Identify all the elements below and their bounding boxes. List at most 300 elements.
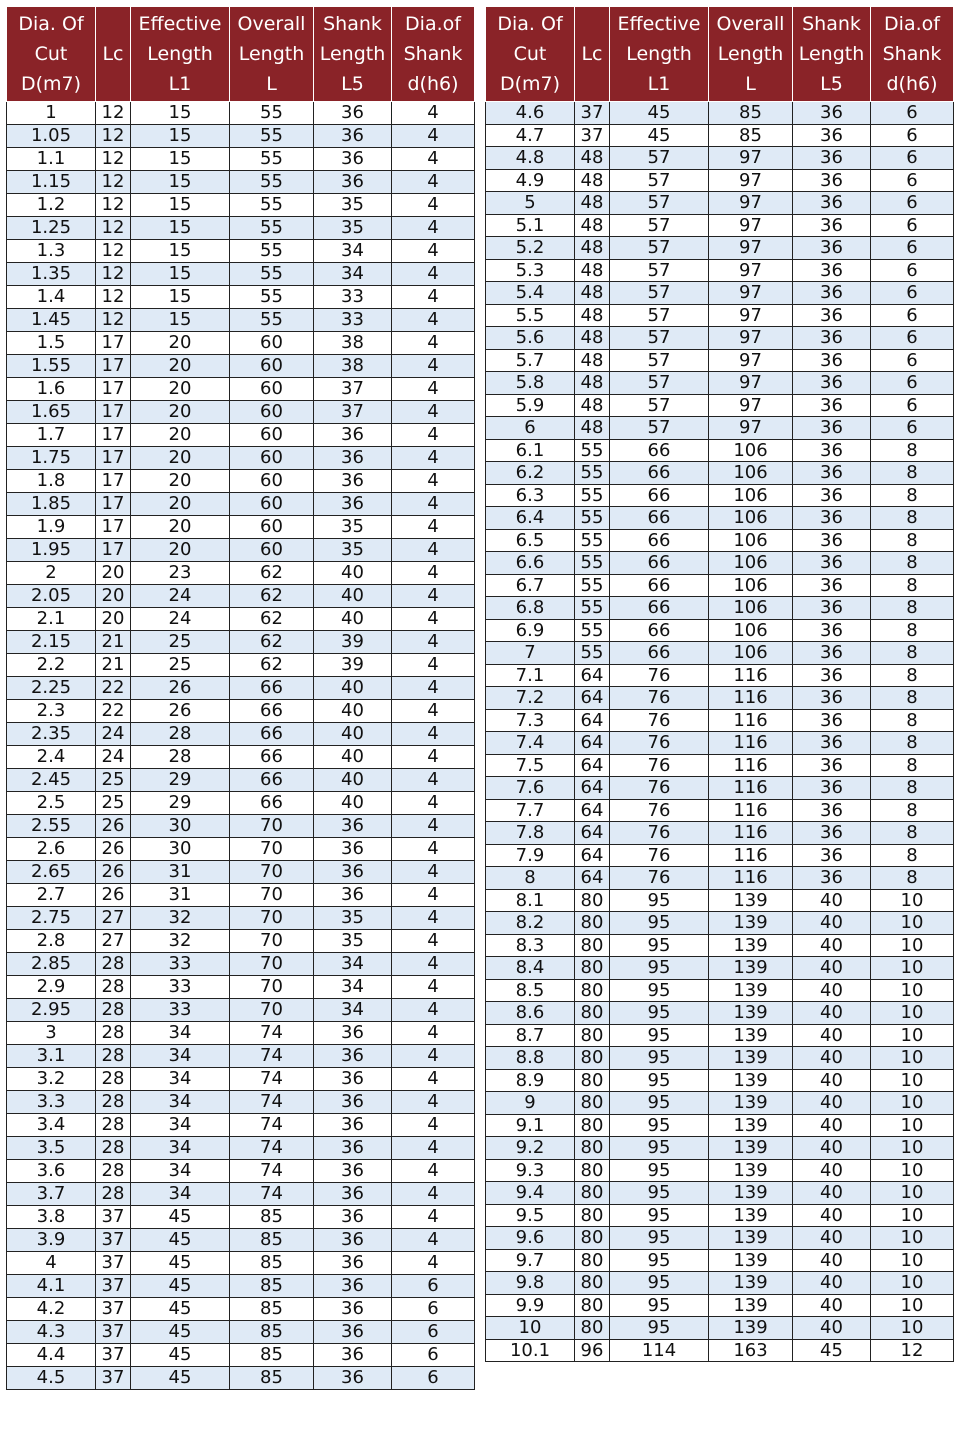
cell-dia-of-shank: 4 — [392, 470, 475, 493]
cell-effective-length: 95 — [610, 1114, 709, 1137]
cell-dia-of-cut: 5.7 — [486, 349, 575, 372]
cell-shank-length: 37 — [314, 401, 392, 424]
cell-effective-length: 76 — [610, 709, 709, 732]
cell-dia-of-shank: 4 — [392, 1091, 475, 1114]
cell-lc: 80 — [575, 1249, 610, 1272]
cell-overall-length: 66 — [230, 677, 314, 700]
table-row — [486, 1047, 954, 1070]
cell-effective-length: 45 — [131, 1252, 230, 1275]
cell-effective-length: 28 — [131, 746, 230, 769]
cell-dia-of-cut: 9.3 — [486, 1159, 575, 1182]
cell-lc: 64 — [575, 664, 610, 687]
cell-dia-of-cut: 6.9 — [486, 619, 575, 642]
table-row — [486, 439, 954, 462]
table-row — [7, 562, 475, 585]
cell-shank-length: 36 — [793, 484, 871, 507]
cell-lc: 80 — [575, 1159, 610, 1182]
cell-dia-of-cut: 8.2 — [486, 912, 575, 935]
cell-dia-of-shank: 8 — [871, 462, 954, 485]
cell-dia-of-shank: 4 — [392, 539, 475, 562]
cell-shank-length: 40 — [793, 1024, 871, 1047]
cell-lc: 64 — [575, 709, 610, 732]
cell-overall-length: 97 — [709, 147, 793, 170]
table-row — [486, 1159, 954, 1182]
cell-effective-length: 20 — [131, 332, 230, 355]
cell-shank-length: 39 — [314, 631, 392, 654]
cell-dia-of-cut: 7.6 — [486, 777, 575, 800]
cell-dia-of-cut: 1.45 — [7, 309, 96, 332]
cell-dia-of-shank: 4 — [392, 1022, 475, 1045]
cell-lc: 48 — [575, 147, 610, 170]
table-row — [486, 1002, 954, 1025]
cell-overall-length: 60 — [230, 355, 314, 378]
cell-overall-length: 116 — [709, 754, 793, 777]
cell-effective-length: 33 — [131, 999, 230, 1022]
cell-dia-of-shank: 4 — [392, 631, 475, 654]
cell-effective-length: 34 — [131, 1183, 230, 1206]
cell-lc: 12 — [96, 217, 131, 240]
cell-dia-of-cut: 3.6 — [7, 1160, 96, 1183]
cell-dia-of-shank: 6 — [871, 417, 954, 440]
cell-overall-length: 85 — [230, 1275, 314, 1298]
cell-lc: 64 — [575, 844, 610, 867]
cell-dia-of-shank: 6 — [871, 394, 954, 417]
table-row — [486, 169, 954, 192]
cell-shank-length: 36 — [314, 1045, 392, 1068]
cell-dia-of-shank: 10 — [871, 1272, 954, 1295]
cell-overall-length: 139 — [709, 979, 793, 1002]
cell-overall-length: 116 — [709, 822, 793, 845]
cell-dia-of-shank: 8 — [871, 507, 954, 530]
cell-dia-of-shank: 4 — [392, 401, 475, 424]
cell-overall-length: 116 — [709, 844, 793, 867]
cell-lc: 64 — [575, 822, 610, 845]
cell-lc: 12 — [96, 286, 131, 309]
cell-dia-of-cut: 6.7 — [486, 574, 575, 597]
cell-shank-length: 36 — [793, 462, 871, 485]
cell-lc: 80 — [575, 1114, 610, 1137]
cell-lc: 80 — [575, 1317, 610, 1340]
table-row — [7, 539, 475, 562]
cell-overall-length: 74 — [230, 1114, 314, 1137]
cell-overall-length: 70 — [230, 884, 314, 907]
cell-dia-of-cut: 8.9 — [486, 1069, 575, 1092]
cell-dia-of-shank: 4 — [392, 723, 475, 746]
cell-overall-length: 70 — [230, 953, 314, 976]
cell-effective-length: 95 — [610, 1002, 709, 1025]
cell-effective-length: 34 — [131, 1068, 230, 1091]
cell-shank-length: 36 — [793, 439, 871, 462]
cell-shank-length: 36 — [314, 815, 392, 838]
cell-effective-length: 20 — [131, 493, 230, 516]
table-row — [486, 1182, 954, 1205]
table-row — [7, 148, 475, 171]
cell-dia-of-shank: 10 — [871, 1159, 954, 1182]
cell-overall-length: 106 — [709, 597, 793, 620]
cell-overall-length: 66 — [230, 792, 314, 815]
table-row — [486, 102, 954, 125]
cell-lc: 17 — [96, 516, 131, 539]
cell-shank-length: 36 — [314, 470, 392, 493]
cell-dia-of-shank: 4 — [392, 884, 475, 907]
cell-shank-length: 40 — [793, 1294, 871, 1317]
table-row — [7, 516, 475, 539]
cell-dia-of-shank: 8 — [871, 687, 954, 710]
table-row — [486, 844, 954, 867]
cell-overall-length: 139 — [709, 1294, 793, 1317]
cell-effective-length: 29 — [131, 769, 230, 792]
cell-lc: 28 — [96, 1114, 131, 1137]
cell-lc: 20 — [96, 585, 131, 608]
cell-shank-length: 36 — [314, 102, 392, 125]
cell-effective-length: 66 — [610, 462, 709, 485]
cell-effective-length: 45 — [131, 1229, 230, 1252]
table-row — [7, 286, 475, 309]
cell-overall-length: 139 — [709, 1069, 793, 1092]
cell-dia-of-cut: 2.55 — [7, 815, 96, 838]
cell-effective-length: 95 — [610, 1137, 709, 1160]
cell-shank-length: 40 — [793, 1249, 871, 1272]
cell-dia-of-shank: 10 — [871, 1137, 954, 1160]
cell-dia-of-shank: 8 — [871, 619, 954, 642]
cell-lc: 64 — [575, 777, 610, 800]
cell-lc: 24 — [96, 723, 131, 746]
cell-overall-length: 97 — [709, 327, 793, 350]
cell-shank-length: 40 — [793, 1137, 871, 1160]
cell-effective-length: 95 — [610, 1069, 709, 1092]
cell-dia-of-shank: 4 — [392, 148, 475, 171]
cell-lc: 80 — [575, 1047, 610, 1070]
cell-lc: 80 — [575, 979, 610, 1002]
table-row — [7, 999, 475, 1022]
cell-dia-of-shank: 10 — [871, 957, 954, 980]
cell-dia-of-shank: 6 — [392, 1367, 475, 1390]
cell-effective-length: 15 — [131, 171, 230, 194]
cell-shank-length: 45 — [793, 1339, 871, 1362]
table-row — [486, 192, 954, 215]
cell-effective-length: 95 — [610, 1182, 709, 1205]
cell-shank-length: 36 — [314, 447, 392, 470]
cell-dia-of-cut: 8.6 — [486, 1002, 575, 1025]
cell-effective-length: 57 — [610, 214, 709, 237]
cell-lc: 37 — [96, 1321, 131, 1344]
cell-effective-length: 45 — [131, 1275, 230, 1298]
cell-lc: 21 — [96, 631, 131, 654]
cell-effective-length: 20 — [131, 470, 230, 493]
cell-dia-of-shank: 8 — [871, 664, 954, 687]
cell-overall-length: 106 — [709, 439, 793, 462]
cell-effective-length: 76 — [610, 799, 709, 822]
cell-effective-length: 66 — [610, 529, 709, 552]
cell-dia-of-shank: 6 — [871, 237, 954, 260]
cell-overall-length: 60 — [230, 401, 314, 424]
table-row — [7, 746, 475, 769]
cell-shank-length: 40 — [314, 700, 392, 723]
cell-shank-length: 40 — [793, 1092, 871, 1115]
cell-dia-of-cut: 2.95 — [7, 999, 96, 1022]
cell-effective-length: 76 — [610, 777, 709, 800]
cell-shank-length: 39 — [314, 654, 392, 677]
cell-overall-length: 60 — [230, 516, 314, 539]
table-row — [486, 1294, 954, 1317]
cell-dia-of-shank: 4 — [392, 746, 475, 769]
cell-effective-length: 95 — [610, 1204, 709, 1227]
cell-lc: 37 — [96, 1367, 131, 1390]
cell-shank-length: 37 — [314, 378, 392, 401]
cell-lc: 12 — [96, 240, 131, 263]
cell-lc: 80 — [575, 1002, 610, 1025]
cell-effective-length: 95 — [610, 1249, 709, 1272]
cell-shank-length: 36 — [314, 1298, 392, 1321]
cell-effective-length: 20 — [131, 355, 230, 378]
header-lc: Lc — [575, 7, 610, 102]
cell-shank-length: 36 — [793, 372, 871, 395]
cell-shank-length: 40 — [793, 1002, 871, 1025]
cell-overall-length: 106 — [709, 552, 793, 575]
cell-shank-length: 36 — [793, 597, 871, 620]
cell-dia-of-cut: 6.8 — [486, 597, 575, 620]
table-row — [486, 1272, 954, 1295]
cell-dia-of-shank: 4 — [392, 999, 475, 1022]
cell-lc: 55 — [575, 439, 610, 462]
cell-shank-length: 33 — [314, 286, 392, 309]
cell-effective-length: 31 — [131, 884, 230, 907]
cell-overall-length: 85 — [709, 102, 793, 125]
cell-dia-of-cut: 7.1 — [486, 664, 575, 687]
table-row — [486, 777, 954, 800]
table-row — [486, 237, 954, 260]
cell-overall-length: 70 — [230, 815, 314, 838]
cell-overall-length: 85 — [230, 1344, 314, 1367]
table-row — [486, 1114, 954, 1137]
cell-lc: 22 — [96, 700, 131, 723]
cell-dia-of-shank: 6 — [871, 372, 954, 395]
cell-overall-length: 60 — [230, 493, 314, 516]
cell-overall-length: 97 — [709, 349, 793, 372]
cell-dia-of-shank: 10 — [871, 1114, 954, 1137]
cell-shank-length: 40 — [314, 769, 392, 792]
cell-effective-length: 57 — [610, 259, 709, 282]
cell-overall-length: 139 — [709, 1092, 793, 1115]
cell-shank-length: 36 — [793, 664, 871, 687]
table-row — [486, 597, 954, 620]
cell-lc: 48 — [575, 192, 610, 215]
cell-shank-length: 35 — [314, 930, 392, 953]
cell-effective-length: 95 — [610, 889, 709, 912]
cell-dia-of-shank: 10 — [871, 1294, 954, 1317]
cell-effective-length: 57 — [610, 147, 709, 170]
cell-shank-length: 40 — [793, 957, 871, 980]
cell-overall-length: 139 — [709, 889, 793, 912]
cell-dia-of-cut: 1.3 — [7, 240, 96, 263]
cell-dia-of-cut: 5.5 — [486, 304, 575, 327]
cell-lc: 55 — [575, 484, 610, 507]
cell-shank-length: 40 — [793, 1114, 871, 1137]
cell-lc: 28 — [96, 1183, 131, 1206]
cell-effective-length: 76 — [610, 687, 709, 710]
cell-lc: 96 — [575, 1339, 610, 1362]
cell-effective-length: 95 — [610, 1092, 709, 1115]
table-row — [486, 1204, 954, 1227]
table-row — [486, 1227, 954, 1250]
cell-dia-of-cut: 4 — [7, 1252, 96, 1275]
cell-dia-of-cut: 2.65 — [7, 861, 96, 884]
cell-lc: 80 — [575, 889, 610, 912]
cell-shank-length: 34 — [314, 976, 392, 999]
cell-dia-of-cut: 4.8 — [486, 147, 575, 170]
cell-dia-of-cut: 4.5 — [7, 1367, 96, 1390]
table-row — [486, 912, 954, 935]
table-row — [486, 147, 954, 170]
cell-dia-of-cut: 2 — [7, 562, 96, 585]
cell-lc: 26 — [96, 861, 131, 884]
cell-overall-length: 74 — [230, 1045, 314, 1068]
cell-effective-length: 66 — [610, 574, 709, 597]
cell-overall-length: 106 — [709, 529, 793, 552]
table-row — [7, 654, 475, 677]
cell-effective-length: 28 — [131, 723, 230, 746]
cell-lc: 28 — [96, 976, 131, 999]
cell-lc: 17 — [96, 378, 131, 401]
cell-dia-of-cut: 3.2 — [7, 1068, 96, 1091]
cell-overall-length: 55 — [230, 194, 314, 217]
header-dia-of-shank: Dia.of Shank d(h6) — [392, 7, 475, 102]
cell-dia-of-cut: 9.4 — [486, 1182, 575, 1205]
cell-dia-of-cut: 1.1 — [7, 148, 96, 171]
cell-dia-of-shank: 10 — [871, 1249, 954, 1272]
cell-overall-length: 106 — [709, 642, 793, 665]
cell-shank-length: 35 — [314, 194, 392, 217]
cell-shank-length: 36 — [314, 424, 392, 447]
cell-effective-length: 26 — [131, 700, 230, 723]
table-row — [486, 934, 954, 957]
table-row — [486, 327, 954, 350]
cell-shank-length: 40 — [314, 792, 392, 815]
cell-overall-length: 163 — [709, 1339, 793, 1362]
cell-dia-of-shank: 4 — [392, 171, 475, 194]
cell-lc: 20 — [96, 562, 131, 585]
cell-dia-of-shank: 4 — [392, 309, 475, 332]
cell-lc: 37 — [96, 1229, 131, 1252]
cell-lc: 80 — [575, 957, 610, 980]
table-row — [7, 470, 475, 493]
cell-dia-of-shank: 10 — [871, 1024, 954, 1047]
cell-dia-of-cut: 2.1 — [7, 608, 96, 631]
cell-dia-of-shank: 8 — [871, 709, 954, 732]
table-row — [7, 1045, 475, 1068]
table-row — [486, 709, 954, 732]
cell-shank-length: 36 — [793, 709, 871, 732]
table-row — [7, 1183, 475, 1206]
cell-lc: 80 — [575, 934, 610, 957]
cell-lc: 37 — [96, 1206, 131, 1229]
cell-dia-of-cut: 3.1 — [7, 1045, 96, 1068]
cell-lc: 12 — [96, 125, 131, 148]
table-row — [486, 394, 954, 417]
cell-overall-length: 139 — [709, 1137, 793, 1160]
cell-effective-length: 95 — [610, 979, 709, 1002]
cell-dia-of-shank: 8 — [871, 529, 954, 552]
header-shank-length: Shank Length L5 — [314, 7, 392, 102]
cell-shank-length: 36 — [793, 687, 871, 710]
cell-dia-of-cut: 4.3 — [7, 1321, 96, 1344]
cell-dia-of-shank: 4 — [392, 1183, 475, 1206]
cell-shank-length: 36 — [793, 732, 871, 755]
cell-dia-of-shank: 4 — [392, 700, 475, 723]
cell-effective-length: 15 — [131, 125, 230, 148]
cell-overall-length: 139 — [709, 1024, 793, 1047]
cell-dia-of-cut: 2.15 — [7, 631, 96, 654]
cell-lc: 48 — [575, 282, 610, 305]
cell-dia-of-shank: 6 — [871, 169, 954, 192]
cell-dia-of-cut: 6.4 — [486, 507, 575, 530]
cell-overall-length: 60 — [230, 539, 314, 562]
table-row — [7, 1367, 475, 1390]
table-row — [486, 822, 954, 845]
cell-effective-length: 66 — [610, 484, 709, 507]
cell-effective-length: 57 — [610, 349, 709, 372]
cell-lc: 28 — [96, 1068, 131, 1091]
table-row — [7, 769, 475, 792]
cell-dia-of-cut: 3.7 — [7, 1183, 96, 1206]
cell-overall-length: 70 — [230, 930, 314, 953]
cell-lc: 17 — [96, 447, 131, 470]
cell-effective-length: 66 — [610, 642, 709, 665]
cell-dia-of-cut: 2.85 — [7, 953, 96, 976]
cell-shank-length: 36 — [314, 1321, 392, 1344]
cell-overall-length: 116 — [709, 664, 793, 687]
cell-overall-length: 139 — [709, 1047, 793, 1070]
cell-dia-of-shank: 12 — [871, 1339, 954, 1362]
cell-overall-length: 62 — [230, 608, 314, 631]
table-row — [7, 1091, 475, 1114]
cell-lc: 37 — [96, 1252, 131, 1275]
cell-shank-length: 34 — [314, 953, 392, 976]
cell-dia-of-cut: 1.9 — [7, 516, 96, 539]
cell-shank-length: 36 — [793, 777, 871, 800]
cell-dia-of-shank: 6 — [871, 192, 954, 215]
table-row — [486, 124, 954, 147]
cell-overall-length: 139 — [709, 912, 793, 935]
cell-dia-of-cut: 7.9 — [486, 844, 575, 867]
cell-dia-of-shank: 6 — [392, 1298, 475, 1321]
cell-dia-of-shank: 6 — [871, 282, 954, 305]
cell-dia-of-cut: 2.6 — [7, 838, 96, 861]
cell-shank-length: 36 — [314, 1275, 392, 1298]
cell-dia-of-shank: 8 — [871, 799, 954, 822]
table-row — [7, 125, 475, 148]
cell-overall-length: 62 — [230, 562, 314, 585]
table-row — [486, 957, 954, 980]
cell-lc: 28 — [96, 999, 131, 1022]
cell-dia-of-cut: 8.1 — [486, 889, 575, 912]
cell-lc: 48 — [575, 349, 610, 372]
cell-dia-of-shank: 8 — [871, 844, 954, 867]
cell-dia-of-cut: 1.85 — [7, 493, 96, 516]
cell-lc: 80 — [575, 1137, 610, 1160]
cell-overall-length: 97 — [709, 304, 793, 327]
cell-effective-length: 25 — [131, 654, 230, 677]
table-row — [7, 1137, 475, 1160]
cell-effective-length: 95 — [610, 1272, 709, 1295]
cell-shank-length: 36 — [314, 1183, 392, 1206]
cell-shank-length: 36 — [793, 822, 871, 845]
table-row — [7, 309, 475, 332]
cell-dia-of-cut: 1.5 — [7, 332, 96, 355]
cell-dia-of-cut: 4.9 — [486, 169, 575, 192]
table-row — [7, 194, 475, 217]
cell-overall-length: 139 — [709, 957, 793, 980]
